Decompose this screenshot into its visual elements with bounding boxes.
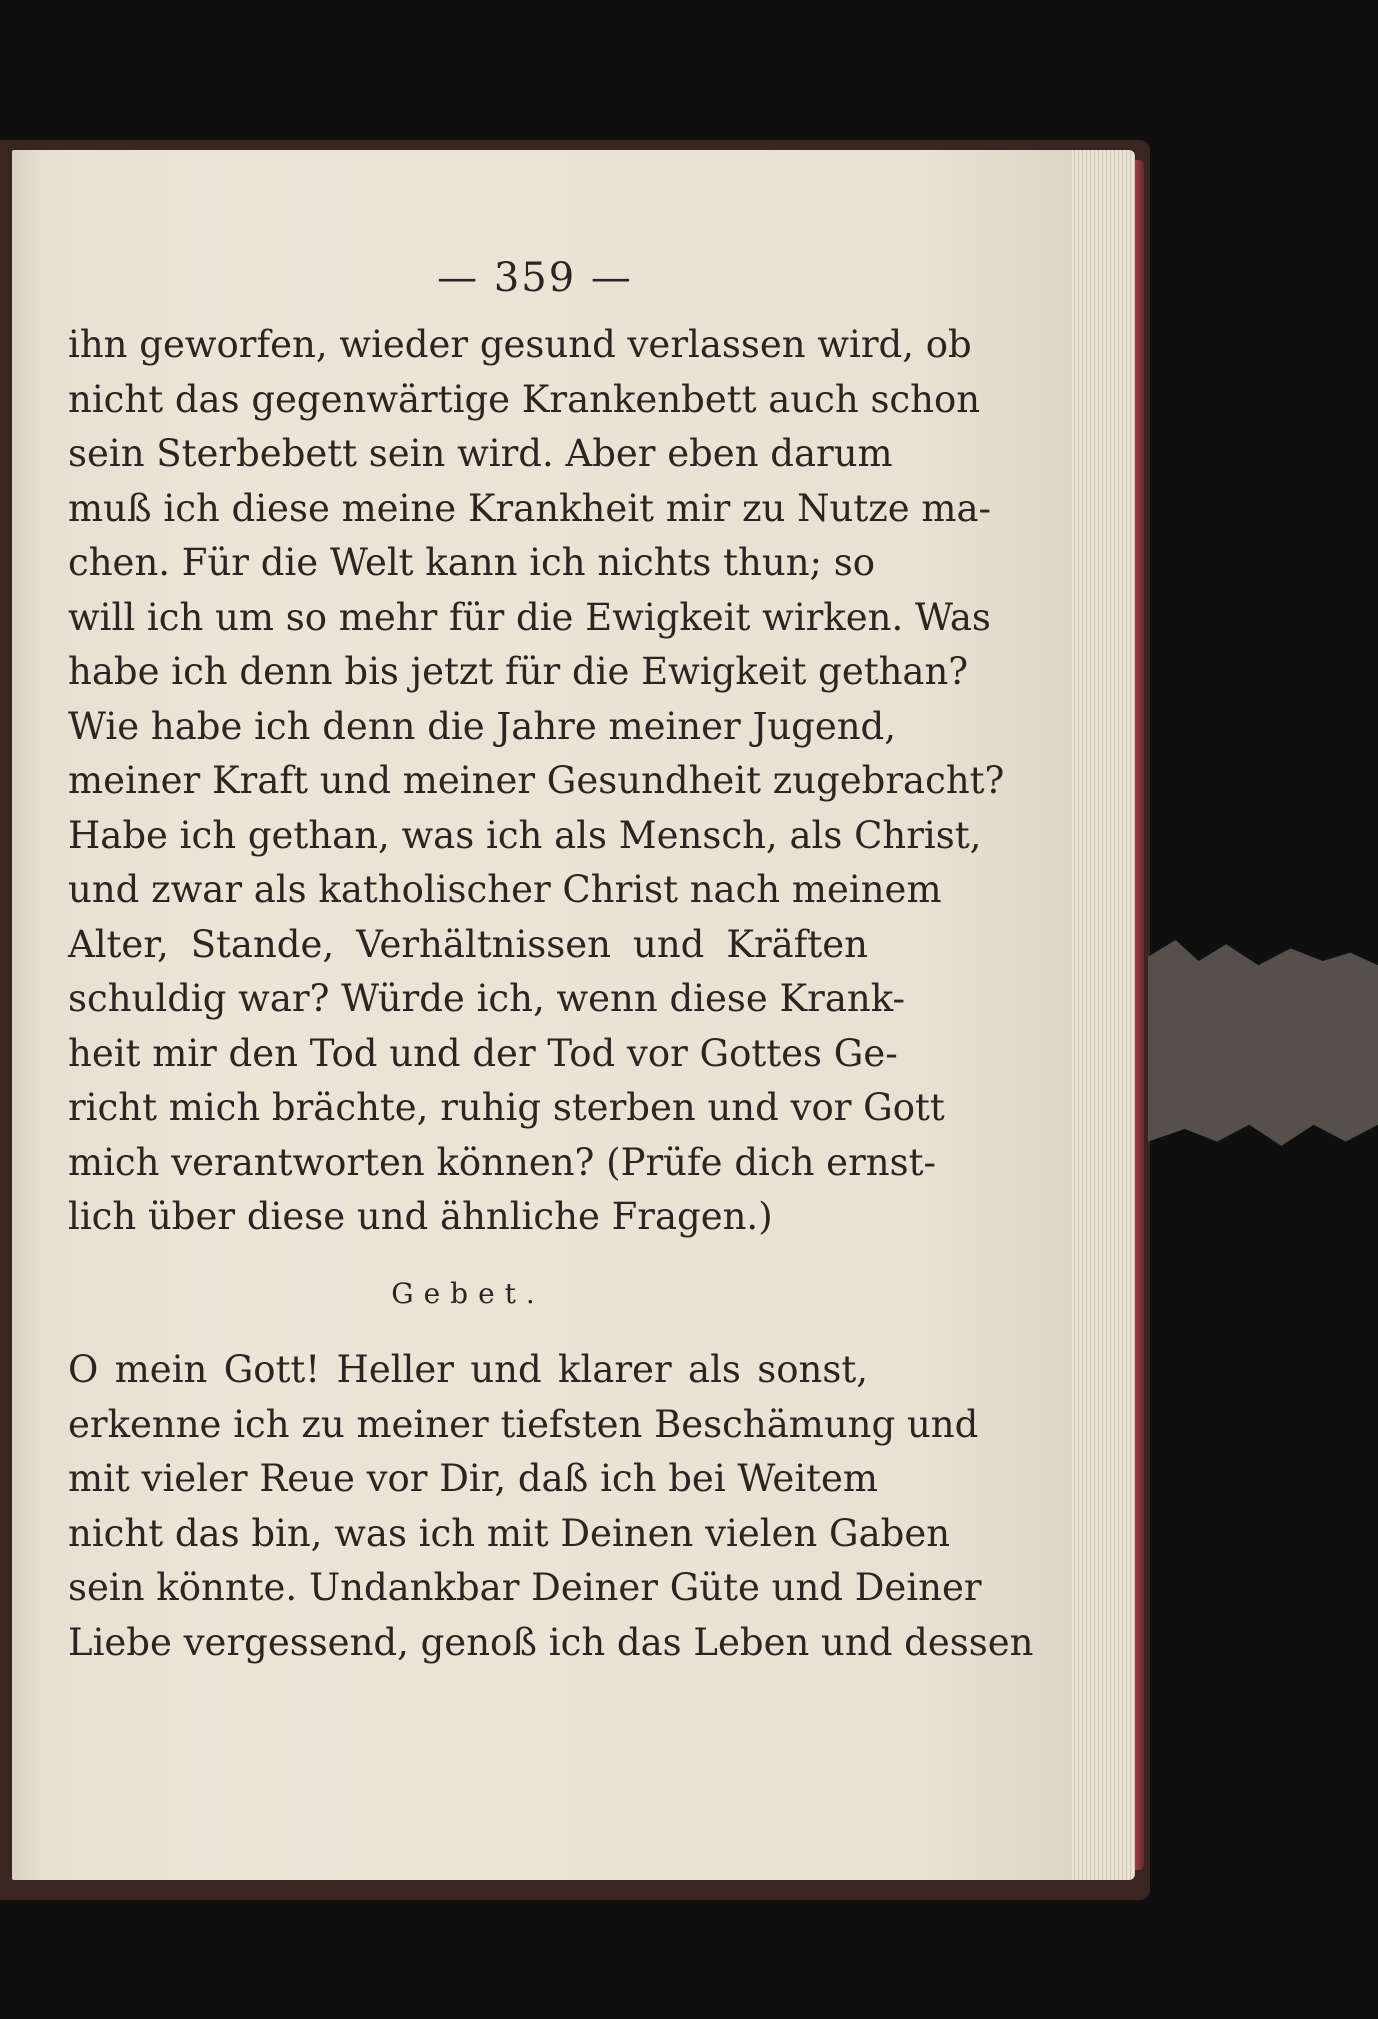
text-line: Wie habe ich denn die Jahre meiner Jugend, <box>68 704 897 748</box>
text-line: nicht das gegenwärtige Krankenbett auch schon <box>68 377 981 421</box>
text-line: muß ich diese meine Krankheit mir zu Nutze ma- <box>68 486 992 530</box>
paragraph-1 <box>68 318 1005 1245</box>
text-line: O mein Gott! Heller und klarer als sonst, <box>68 1348 868 1391</box>
text-line: will ich um so mehr für die Ewigkeit wirken. Was <box>68 595 991 639</box>
text-line: mich verantworten können? (Prüfe dich ernst- <box>68 1140 936 1184</box>
text-line: meiner Kraft und meiner Gesundheit zugebracht? <box>68 759 1005 802</box>
section-heading: Gebet. <box>391 1276 545 1310</box>
page-text <box>68 318 1034 1670</box>
text-line: habe ich denn bis jetzt für die Ewigkeit gethan? <box>68 650 969 693</box>
text-line: sein könnte. Undankbar Deiner Güte und Deiner <box>68 1566 982 1609</box>
text-line: mit vieler Reue vor Dir, daß ich bei Weitem <box>68 1457 879 1500</box>
text-line: richt mich brächte, ruhig sterben und vor Gott <box>68 1086 945 1129</box>
text-line: Habe ich gethan, was ich als Mensch, als Christ, <box>68 813 982 857</box>
text-line: ihn geworfen, wieder gesund verlassen wird, ob <box>68 323 972 366</box>
page-number: — 359 — <box>437 255 633 301</box>
text-line: schuldig war? Würde ich, wenn diese Krank- <box>68 977 906 1020</box>
text-line: chen. Für die Welt kann ich nichts thun; so <box>68 541 876 584</box>
text-line: sein Sterbebett sein wird. Aber eben darum <box>68 432 893 475</box>
text-line: heit mir den Tod und der Tod vor Gottes Ge- <box>68 1031 898 1075</box>
text-line: Liebe vergessend, genoß ich das Leben und dessen <box>68 1620 1034 1664</box>
book-clasp <box>1148 940 1378 1150</box>
text-line: erkenne ich zu meiner tiefsten Beschämung und <box>68 1402 979 1446</box>
text-line: und zwar als katholischer Christ nach meinem <box>68 868 942 911</box>
paragraph-2 <box>68 1343 1034 1670</box>
text-line: nicht das bin, was ich mit Deinen vielen Gaben <box>68 1511 951 1555</box>
text-line: Alter, Stande, Verhältnissen und Kräften <box>68 922 868 966</box>
text-line: lich über diese und ähnliche Fragen.) <box>68 1195 773 1238</box>
